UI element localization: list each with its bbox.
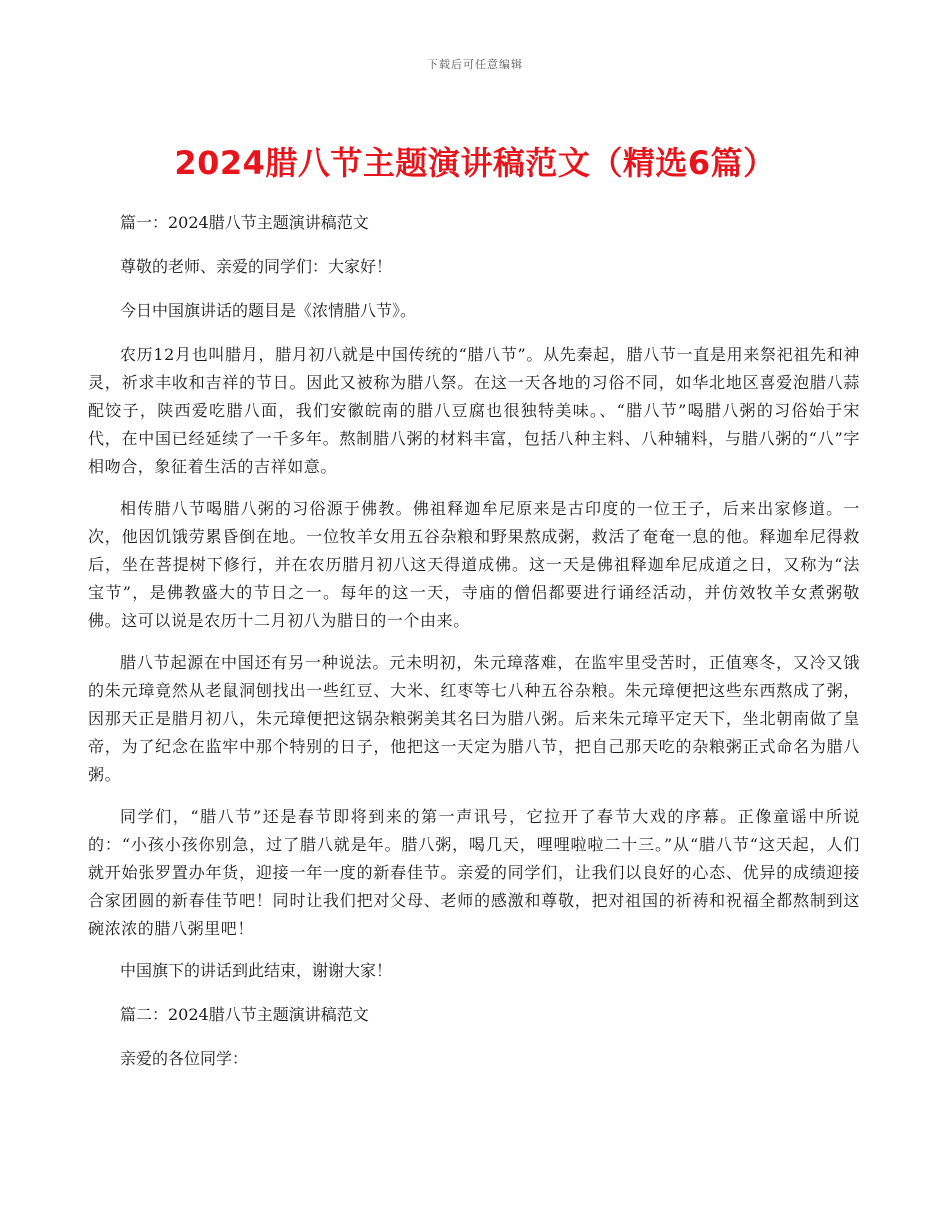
paragraph-spring-festival: 同学们，“腊八节”还是春节即将到来的第一声讯号，它拉开了春节大戏的序幕。正像童谣中所说的：“小孩小孩你别急，过了腊八就是年。腊八粥，喝几天，哩哩啦啦二十三。”从“腊八节“这天起，人们就开始张罗置办年货，迎接一年一度的新春佳节。亲爱的同学们，让我们以良好的心态、优异的成绩迎接合家团圆的新春佳节吧！同时让我们把对父母、老师的感激和尊敬，把对祖国的祈祷和祝福全都熬制到这碗浓浓的腊八粥里吧！ bbox=[88, 807, 860, 938]
paragraph-origin: 农历12月也叫腊月，腊月初八就是中国传统的“腊八节”。从先秦起，腊八节一直是用来祭祀祖先和神灵，祈求丰收和吉祥的节日。因此又被称为腊八祭。在这一天各地的习俗不同，如华北地区喜爱泡腊八蒜配饺子，陕西爱吃腊八面，我们安徽皖南的腊八豆腐也很独特美味。、“腊八节”喝腊八粥的习俗始于宋代，在中国已经延续了一千多年。熬制腊八粥的材料丰富，包括八种主料、八种辅料，与腊八粥的“八”字相吻合，象征着生活的吉祥如意。 bbox=[88, 345, 860, 476]
paragraph-buddhism: 相传腊八节喝腊八粥的习俗源于佛教。佛祖释迦牟尼原来是古印度的一位王子，后来出家修道。一次，他因饥饿劳累昏倒在地。一位牧羊女用五谷杂粮和野果熬成粥，救活了奄奄一息的他。释迦牟尼得救后，坐在菩提树下修行，并在农历腊月初八这天得道成佛。这一天是佛祖释迦牟尼成道之日，又称为“法宝节”，是佛教盛大的节日之一。每年的这一天，寺庙的僧侣都要进行诵经活动，并仿效牧羊女煮粥敬佛。这可以说是农历十二月初八为腊日的一个由来。 bbox=[88, 499, 860, 630]
closing-line: 中国旗下的讲话到此结束，谢谢大家！ bbox=[120, 961, 393, 980]
speech-topic: 今日中国旗讲话的题目是《浓情腊八节》。 bbox=[120, 301, 417, 320]
salutation-2: 亲爱的各位同学： bbox=[120, 1049, 249, 1068]
paragraph-zhu-yuanzhang: 腊八节起源在中国还有另一种说法。元未明初，朱元璋落难，在监牢里受苦时，正值寒冬，又冷又饿的朱元璋竟然从老鼠洞刨找出一些红豆、大米、红枣等七八种五谷杂粮。朱元璋便把这些东西熬成了粥，因那天正是腊月初八，朱元璋便把这锅杂粮粥美其名曰为腊八粥。后来朱元璋平定天下，坐北朝南做了皇帝，为了纪念在监牢中那个特别的日子，他把这一天定为腊八节，把自己那天吃的杂粮粥正式命名为腊八粥。 bbox=[88, 653, 860, 784]
document-body bbox=[88, 209, 860, 1089]
document-title: 2024腊八节主题演讲稿范文（精选6篇） bbox=[174, 144, 776, 182]
salutation: 尊敬的老师、亲爱的同学们：大家好！ bbox=[120, 257, 393, 276]
section-heading-2: 篇二：2024腊八节主题演讲稿范文 bbox=[120, 1005, 369, 1024]
section-heading-1: 篇一：2024腊八节主题演讲稿范文 bbox=[120, 213, 369, 232]
header-note: 下载后可任意编辑 bbox=[427, 58, 523, 71]
